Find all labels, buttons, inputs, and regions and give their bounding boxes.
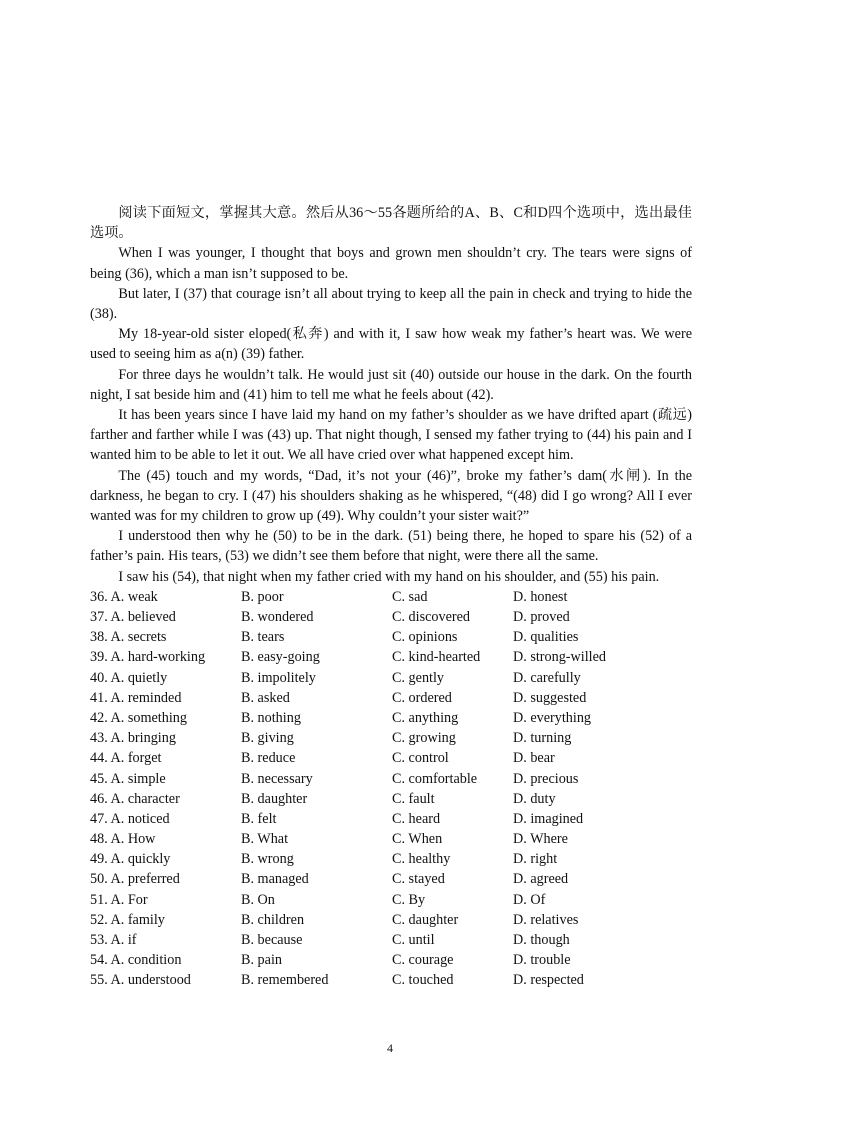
option-c: C. daughter (392, 911, 459, 928)
paragraph-6: The (45) touch and my words, “Dad, it’s not your (46)”, broke my father’s dam(水闸). In the darkness, he began to cry. I (47) his shoulders shaking as he whispered, “(48) did I go wrong? All I ever wanted was for my children to grow up (49). Why couldn’t your sister wait?” (90, 467, 692, 525)
option-c: C. fault (392, 790, 435, 807)
option-b: B. because (241, 932, 303, 949)
question-options-list (90, 587, 692, 991)
question-row (90, 668, 692, 688)
option-d: D. Where (513, 831, 568, 848)
question-row (90, 728, 692, 748)
option-a: 37. A. believed (90, 609, 176, 626)
paragraph-8: I saw his (54), that night when my father cried with my hand on his shoulder, and (55) his pain. (118, 568, 660, 585)
option-c: C. By (392, 891, 426, 908)
option-b: B. What (241, 831, 289, 848)
option-a: 49. A. quickly (90, 851, 171, 868)
question-row (90, 849, 692, 869)
question-row (90, 890, 692, 910)
option-d: D. carefully (513, 669, 581, 686)
option-c: C. ordered (392, 689, 452, 706)
option-c: C. kind-hearted (392, 649, 481, 666)
question-row (90, 769, 692, 789)
question-row (90, 829, 692, 849)
option-c: C. heard (392, 810, 441, 827)
option-a: 48. A. How (90, 831, 156, 848)
question-row (90, 950, 692, 970)
option-b: B. managed (241, 871, 309, 888)
option-b: B. felt (241, 810, 277, 827)
option-a: 50. A. preferred (90, 871, 180, 888)
paragraph-1: When I was younger, I thought that boys and grown men shouldn’t cry. The tears were signs of being (36), which a man isn’t supposed to be. (90, 245, 692, 282)
option-b: B. poor (241, 588, 284, 605)
option-b: B. daughter (241, 790, 308, 807)
question-row (90, 910, 692, 930)
option-c: C. opinions (392, 629, 458, 646)
option-c: C. When (392, 831, 443, 848)
option-b: B. On (241, 891, 275, 908)
option-d: D. turning (513, 730, 572, 747)
document-page (90, 203, 692, 991)
option-a: 51. A. For (90, 891, 148, 908)
option-c: C. gently (392, 669, 445, 686)
option-b: B. wondered (241, 609, 314, 626)
option-d: D. duty (513, 790, 556, 807)
option-b: B. children (241, 911, 305, 928)
option-b: B. wrong (241, 851, 294, 868)
paragraph-3: My 18-year-old sister eloped(私奔) and with it, I saw how weak my father’s heart was. We were used to seeing him as a(n) (39) father. (90, 326, 692, 363)
option-d: D. relatives (513, 911, 579, 928)
option-a: 39. A. hard-working (90, 649, 206, 666)
option-a: 54. A. condition (90, 952, 182, 969)
paragraph-4: For three days he wouldn’t talk. He would just sit (40) outside our house in the dark. On the fourth night, I sat beside him and (41) him to tell me what he feels about (42). (90, 366, 692, 403)
question-row (90, 708, 692, 728)
option-d: D. bear (513, 750, 555, 767)
question-row (90, 647, 692, 667)
option-a: 46. A. character (90, 790, 180, 807)
option-b: B. asked (241, 689, 290, 706)
option-d: D. precious (513, 770, 579, 787)
option-a: 47. A. noticed (90, 810, 170, 827)
paragraph-5: It has been years since I have laid my hand on my father’s shoulder as we have drifted apart (疏远) farther and farther while I was (43) up. That night though, I sensed my father trying to (44) his pain and I wanted him to be able to let it out. We all have cried over what happened except him. (90, 407, 692, 464)
question-row (90, 627, 692, 647)
option-a: 40. A. quietly (90, 669, 168, 686)
option-a: 44. A. forget (90, 750, 162, 767)
option-c: C. sad (392, 588, 428, 605)
option-c: C. courage (392, 952, 454, 969)
option-c: C. anything (392, 709, 459, 726)
option-a: 38. A. secrets (90, 629, 167, 646)
question-row (90, 930, 692, 950)
option-d: D. agreed (513, 871, 569, 888)
option-a: 53. A. if (90, 932, 137, 949)
option-a: 55. A. understood (90, 972, 191, 989)
option-c: C. discovered (392, 609, 471, 626)
paragraph-2: But later, I (37) that courage isn’t all about trying to keep all the pain in check and trying to hide the (38). (90, 285, 692, 323)
option-d: D. honest (513, 588, 568, 605)
question-row (90, 748, 692, 768)
option-d: D. everything (513, 709, 592, 726)
instructions: 阅读下面短文，掌握其大意。然后从36～55各题所给的A、B、C和D四个选项中，选出最佳选项。 (90, 205, 692, 242)
option-a: 36. A. weak (90, 588, 158, 605)
option-d: D. strong-willed (513, 649, 606, 666)
option-c: C. stayed (392, 871, 445, 888)
option-d: D. right (513, 851, 558, 868)
option-b: B. reduce (241, 750, 296, 767)
option-a: 43. A. bringing (90, 730, 176, 747)
question-row (90, 587, 692, 607)
paragraph-7: I understood then why he (50) to be in the dark. (51) being there, he hoped to spare his (52) of a father’s pain. His tears, (53) we didn’t see them before that night, were there all the same. (90, 528, 692, 565)
option-a: 42. A. something (90, 709, 187, 726)
option-b: B. necessary (241, 770, 313, 787)
option-b: B. pain (241, 952, 282, 969)
option-b: B. remembered (241, 972, 329, 989)
option-d: D. qualities (513, 629, 579, 646)
option-b: B. nothing (241, 709, 301, 726)
option-d: D. respected (513, 972, 584, 989)
option-d: D. though (513, 932, 570, 949)
option-c: C. healthy (392, 851, 451, 868)
page-number: 4 (387, 1041, 393, 1055)
question-row (90, 688, 692, 708)
option-c: C. touched (392, 972, 454, 989)
option-a: 52. A. family (90, 911, 165, 928)
option-d: D. proved (513, 609, 570, 626)
option-d: D. Of (513, 891, 546, 908)
option-b: B. easy-going (241, 649, 320, 666)
question-row (90, 970, 692, 990)
option-b: B. giving (241, 730, 294, 747)
question-row (90, 869, 692, 889)
question-row (90, 809, 692, 829)
option-c: C. control (392, 750, 449, 767)
option-c: C. comfortable (392, 770, 478, 787)
option-b: B. impolitely (241, 669, 316, 686)
option-a: 41. A. reminded (90, 689, 182, 706)
option-d: D. suggested (513, 689, 587, 706)
option-c: C. until (392, 932, 435, 949)
question-row (90, 789, 692, 809)
option-d: D. trouble (513, 952, 571, 969)
option-d: D. imagined (513, 810, 584, 827)
option-c: C. growing (392, 730, 456, 747)
option-b: B. tears (241, 629, 285, 646)
question-row (90, 607, 692, 627)
option-a: 45. A. simple (90, 770, 166, 787)
